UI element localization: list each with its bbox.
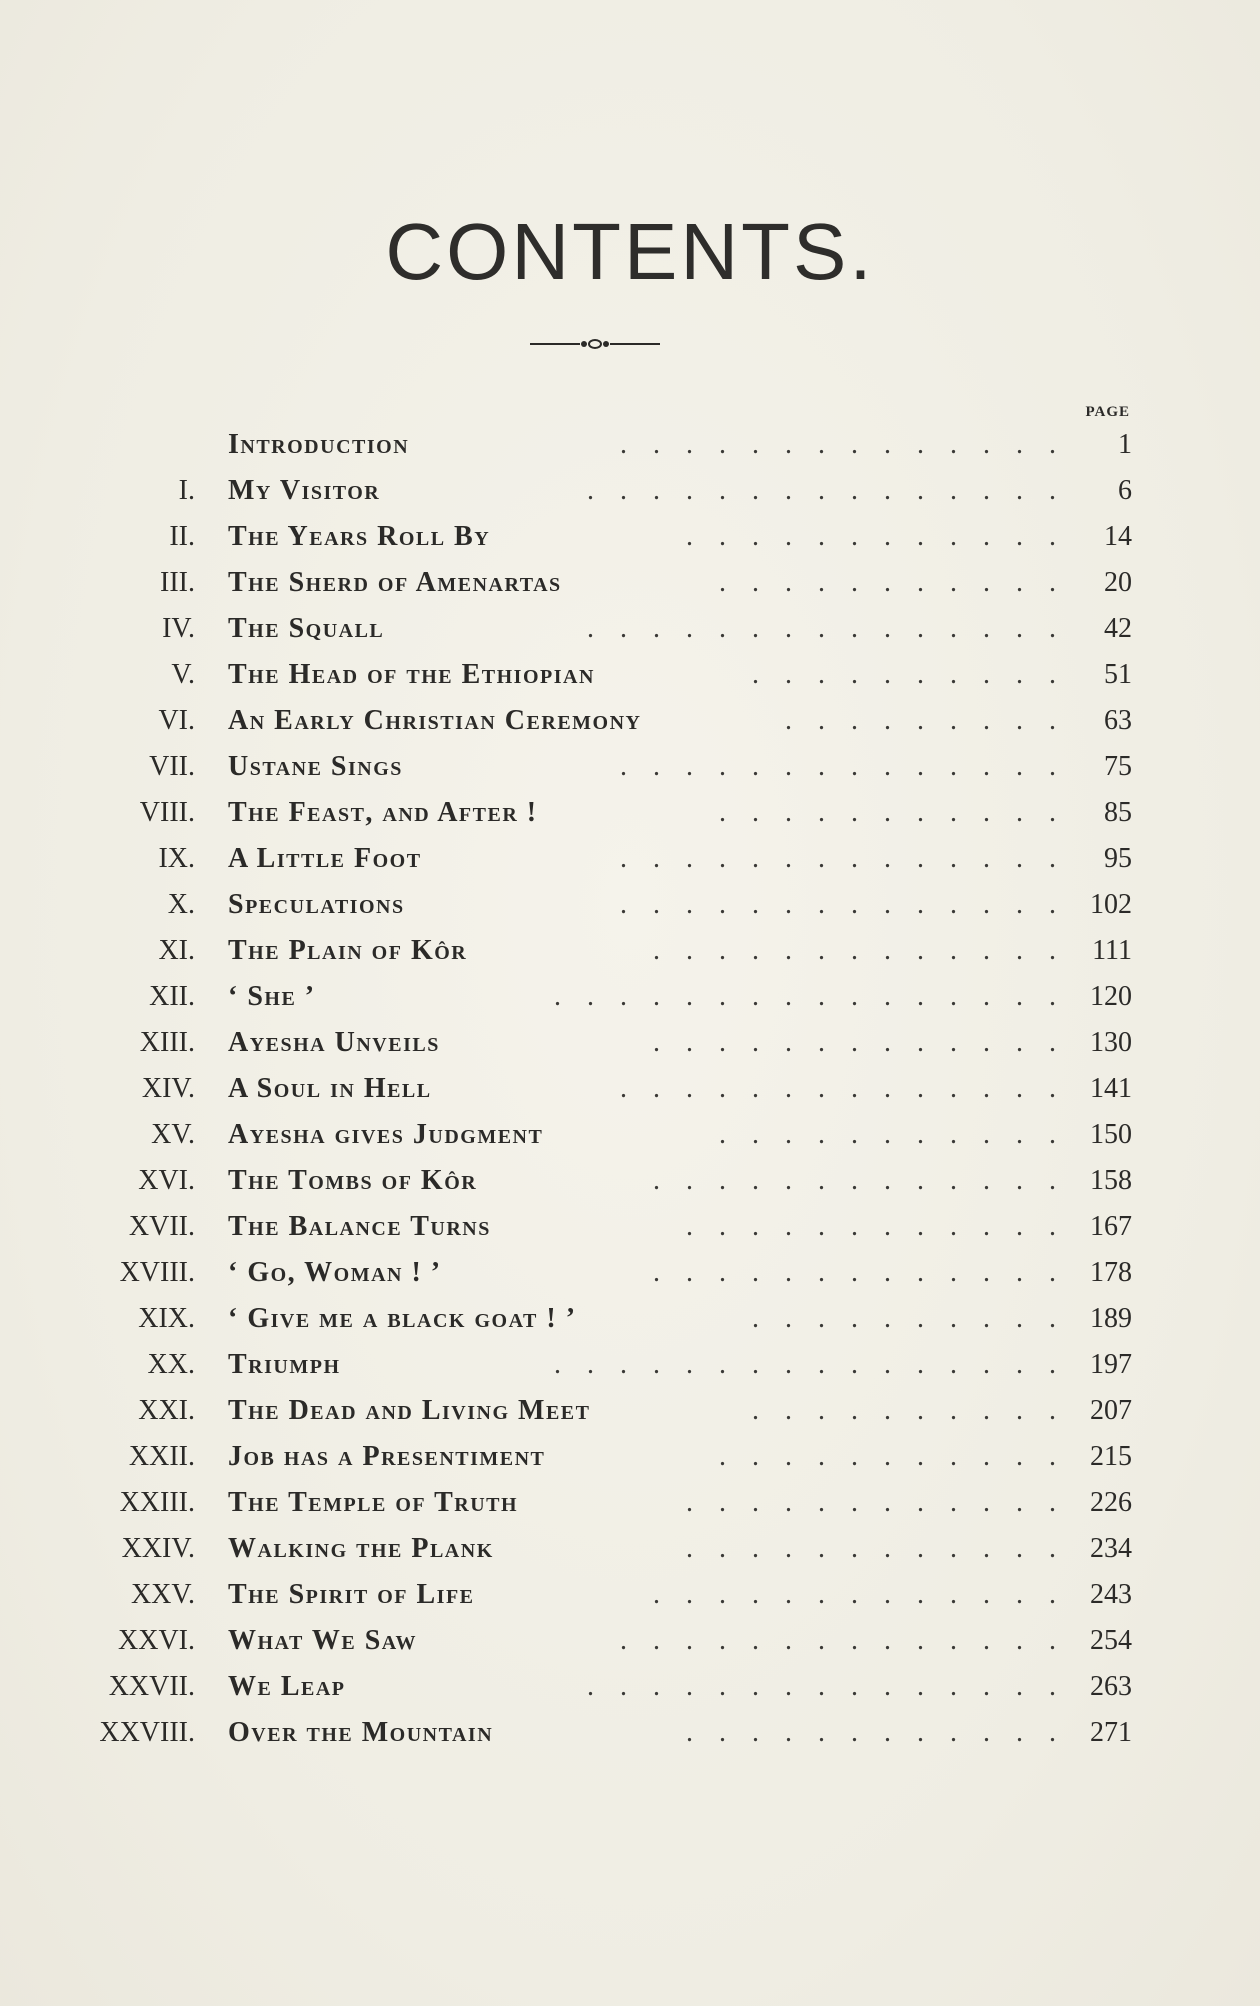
chapter-number: XXV. — [130, 1579, 195, 1610]
page-number: 178 — [1090, 1257, 1132, 1288]
page-number: 215 — [1090, 1441, 1132, 1472]
dot-leader: ........... — [719, 567, 1082, 598]
chapter-title: The Plain of Kôr — [228, 935, 468, 966]
page-column-label: PAGE — [1085, 404, 1130, 420]
chapter-title: The Balance Turns — [228, 1211, 491, 1242]
dot-leader: ......... — [785, 705, 1082, 736]
dot-leader: ............. — [653, 1257, 1082, 1288]
chapter-title: Ayesha gives Judgment — [228, 1119, 544, 1150]
chapter-title: My Visitor — [228, 475, 381, 506]
dot-leader: .......... — [752, 1303, 1082, 1334]
toc-entry — [0, 1158, 1260, 1204]
page-number: 158 — [1090, 1165, 1132, 1196]
chapter-title: A Little Foot — [228, 843, 422, 874]
chapter-number: II. — [169, 521, 195, 552]
chapter-title: ‘ Give me a black goat ! ’ — [228, 1303, 577, 1334]
chapter-number: XVIII. — [119, 1257, 195, 1288]
chapter-number: XXIII. — [119, 1487, 195, 1518]
page-number: 85 — [1104, 797, 1132, 828]
chapter-title: The Temple of Truth — [228, 1487, 519, 1518]
toc-entry — [0, 1342, 1260, 1388]
chapter-number: I. — [178, 475, 195, 506]
toc-entry — [0, 422, 1260, 468]
toc-entry — [0, 882, 1260, 928]
dot-leader: ............. — [653, 1165, 1082, 1196]
toc-entry — [0, 1480, 1260, 1526]
page-number: 243 — [1090, 1579, 1132, 1610]
chapter-title: ‘ She ’ — [228, 981, 316, 1012]
chapter-title: The Spirit of Life — [228, 1579, 475, 1610]
dot-leader: ............ — [686, 1533, 1082, 1564]
toc-entry — [0, 1664, 1260, 1710]
dot-leader: .......... — [752, 659, 1082, 690]
toc-entry — [0, 606, 1260, 652]
dot-leader: ................ — [554, 981, 1082, 1012]
toc-entry — [0, 744, 1260, 790]
dot-leader: .............. — [620, 843, 1082, 874]
chapter-number: XXVII. — [108, 1671, 195, 1702]
toc-entry — [0, 652, 1260, 698]
chapter-number: XXI. — [138, 1395, 195, 1426]
page-number: 189 — [1090, 1303, 1132, 1334]
chapter-title: The Dead and Living Meet — [228, 1395, 591, 1426]
chapter-title: The Squall — [228, 613, 385, 644]
page-number: 20 — [1104, 567, 1132, 598]
chapter-number: V. — [171, 659, 195, 690]
chapter-number: X. — [167, 889, 195, 920]
chapter-number: IV. — [162, 613, 195, 644]
toc-entry — [0, 1618, 1260, 1664]
toc-entry — [0, 1204, 1260, 1250]
page-number: 14 — [1104, 521, 1132, 552]
chapter-number: XIV. — [141, 1073, 195, 1104]
chapter-title: Over the Mountain — [228, 1717, 494, 1748]
page-number: 141 — [1090, 1073, 1132, 1104]
dot-leader: ................ — [554, 1349, 1082, 1380]
page-number: 102 — [1090, 889, 1132, 920]
page-number: 197 — [1090, 1349, 1132, 1380]
chapter-title: Job has a Presentiment — [228, 1441, 546, 1472]
page-number: 254 — [1090, 1625, 1132, 1656]
toc-entry — [0, 1020, 1260, 1066]
dot-leader: ............... — [587, 613, 1082, 644]
dot-leader: ............ — [686, 1717, 1082, 1748]
toc-entry — [0, 1434, 1260, 1480]
dot-leader: ........... — [719, 1119, 1082, 1150]
toc-entry — [0, 468, 1260, 514]
page-number: 167 — [1090, 1211, 1132, 1242]
chapter-title: A Soul in Hell — [228, 1073, 432, 1104]
chapter-title: What We Saw — [228, 1625, 417, 1656]
chapter-title: Triumph — [228, 1349, 341, 1380]
chapter-title: Speculations — [228, 889, 405, 920]
chapter-number: VII. — [149, 751, 195, 782]
toc-entry — [0, 560, 1260, 606]
page-number: 234 — [1090, 1533, 1132, 1564]
chapter-number: XXVI. — [118, 1625, 195, 1656]
chapter-number: III. — [160, 567, 195, 598]
chapter-number: XXIV. — [121, 1533, 195, 1564]
toc-entry — [0, 1388, 1260, 1434]
dot-leader: ............ — [686, 1487, 1082, 1518]
toc-entry — [0, 1710, 1260, 1756]
chapter-title: The Head of the Ethiopian — [228, 659, 595, 690]
chapter-number: XV. — [151, 1119, 195, 1150]
chapter-title: Walking the Plank — [228, 1533, 494, 1564]
chapter-number: XX. — [147, 1349, 195, 1380]
page-number: 263 — [1090, 1671, 1132, 1702]
chapter-number: VIII. — [139, 797, 195, 828]
dot-leader: .......... — [752, 1395, 1082, 1426]
chapter-title: The Tombs of Kôr — [228, 1165, 478, 1196]
dot-leader: .............. — [620, 751, 1082, 782]
dot-leader: ............. — [653, 1579, 1082, 1610]
page-number: 51 — [1104, 659, 1132, 690]
chapter-title: Ayesha Unveils — [228, 1027, 440, 1058]
dot-leader: ............ — [686, 1211, 1082, 1242]
page-number: 207 — [1090, 1395, 1132, 1426]
chapter-title: An Early Christian Ceremony — [228, 705, 642, 736]
chapter-title: ‘ Go, Woman ! ’ — [228, 1257, 442, 1288]
chapter-title: The Feast, and After ! — [228, 797, 538, 828]
chapter-number: IX. — [158, 843, 195, 874]
dot-leader: .............. — [620, 889, 1082, 920]
toc-entry — [0, 514, 1260, 560]
toc-entry — [0, 836, 1260, 882]
chapter-title: The Sherd of Amenartas — [228, 567, 562, 598]
page-number: 130 — [1090, 1027, 1132, 1058]
toc-entry — [0, 974, 1260, 1020]
toc-entry — [0, 1572, 1260, 1618]
page-number: 75 — [1104, 751, 1132, 782]
table-of-contents — [0, 422, 1260, 1756]
chapter-number: XII. — [149, 981, 195, 1012]
chapter-number: XIX. — [138, 1303, 195, 1334]
chapter-title: Introduction — [228, 429, 410, 460]
page-number: 6 — [1118, 475, 1132, 506]
chapter-number: XXII. — [128, 1441, 195, 1472]
dot-leader: ............... — [587, 1671, 1082, 1702]
toc-entry — [0, 1250, 1260, 1296]
dot-leader: .............. — [620, 1625, 1082, 1656]
chapter-number: VI. — [158, 705, 195, 736]
page-number: 271 — [1090, 1717, 1132, 1748]
toc-entry — [0, 1526, 1260, 1572]
chapter-number: XVII. — [128, 1211, 195, 1242]
page-number: 95 — [1104, 843, 1132, 874]
toc-entry — [0, 1066, 1260, 1112]
chapter-number: XIII. — [139, 1027, 195, 1058]
dot-leader: ............. — [653, 935, 1082, 966]
dot-leader: .............. — [620, 1073, 1082, 1104]
chapter-title: Ustane Sings — [228, 751, 403, 782]
page-number: 42 — [1104, 613, 1132, 644]
page-number: 120 — [1090, 981, 1132, 1012]
dot-leader: ............. — [653, 1027, 1082, 1058]
toc-entry — [0, 1112, 1260, 1158]
toc-entry — [0, 790, 1260, 836]
page-number: 1 — [1118, 429, 1132, 460]
page-number: 63 — [1104, 705, 1132, 736]
page-number: 111 — [1092, 935, 1132, 966]
toc-entry — [0, 928, 1260, 974]
chapter-title: The Years Roll By — [228, 521, 491, 552]
dot-leader: .............. — [620, 429, 1082, 460]
chapter-number: XI. — [158, 935, 195, 966]
toc-entry — [0, 1296, 1260, 1342]
dot-leader: ............... — [587, 475, 1082, 506]
dot-leader: ............ — [686, 521, 1082, 552]
chapter-number: XXVIII. — [99, 1717, 195, 1748]
page-number: 226 — [1090, 1487, 1132, 1518]
chapter-title: We Leap — [228, 1671, 346, 1702]
divider-ornament — [530, 336, 660, 352]
dot-leader: ........... — [719, 1441, 1082, 1472]
page-number: 150 — [1090, 1119, 1132, 1150]
page-title: CONTENTS. — [385, 207, 875, 296]
toc-entry — [0, 698, 1260, 744]
chapter-number: XVI. — [138, 1165, 195, 1196]
dot-leader: ........... — [719, 797, 1082, 828]
